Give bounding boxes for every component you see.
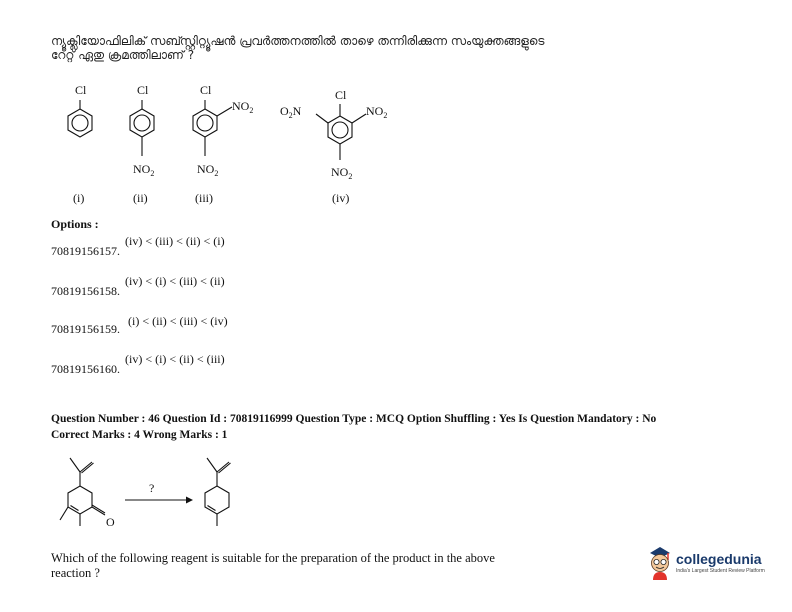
option-text: (iv) < (i) < (iii) < (ii) bbox=[125, 274, 225, 288]
compound-label-iv: (iv) bbox=[332, 191, 350, 205]
cl-label-iv: Cl bbox=[335, 88, 347, 102]
no2-label-iv-right: $NO_2$ bbox=[366, 104, 388, 120]
cl-label-ii: Cl bbox=[137, 83, 149, 97]
compound-label-ii: (ii) bbox=[133, 191, 148, 205]
compound-label-i: (i) bbox=[73, 191, 85, 205]
no2-label-iv-para: $NO_2$ bbox=[331, 165, 353, 181]
brand-tagline: India's Largest Student Review Platform bbox=[676, 568, 765, 574]
reaction-scheme bbox=[50, 446, 270, 546]
structure-ii bbox=[130, 100, 154, 156]
structure-i bbox=[68, 100, 92, 137]
no2-label-iii-ortho: $NO_2$ bbox=[232, 99, 254, 115]
option-id: 70819156157. bbox=[51, 244, 120, 258]
reagent-placeholder: ? bbox=[149, 481, 155, 495]
option-text: (i) < (ii) < (iii) < (iv) bbox=[128, 314, 228, 328]
cl-label-i: Cl bbox=[75, 83, 87, 97]
question-text-ml-line1: ന്യൂക്ലിയോഫിലിക് സബ്സ്റ്റിറ്റ്യൂഷൻ പ്രവർത്തനത്തിൽ താഴെ തന്നിരിക്കുന്ന സംയുക്തങ്ങളുടെ bbox=[51, 34, 545, 48]
question-meta-line2: Correct Marks : 4 Wrong Marks : 1 bbox=[51, 429, 228, 441]
question-text-line2: reaction ? bbox=[51, 566, 100, 580]
option-text: (iv) < (i) < (ii) < (iii) bbox=[125, 352, 225, 366]
brand-name: collegedunia bbox=[676, 551, 762, 567]
option-id: 70819156159. bbox=[51, 322, 120, 336]
option-id: 70819156160. bbox=[51, 362, 120, 376]
compound-label-iii: (iii) bbox=[195, 191, 213, 205]
question-meta-line1: Question Number : 46 Question Id : 70819116999 Question Type : MCQ Option Shuffling : Yes Is Question Mandatory : No bbox=[51, 413, 657, 425]
no2-label-iii-para: $NO_2$ bbox=[197, 162, 219, 178]
option-text: (iv) < (iii) < (ii) < (i) bbox=[125, 234, 225, 248]
compound-structures bbox=[40, 78, 440, 213]
structure-iii bbox=[193, 100, 232, 156]
structure-iv bbox=[316, 104, 366, 160]
question-text-ml-line2: റേറ്റ് ഏതു ക്രമത്തിലാണ് ? bbox=[51, 48, 195, 62]
o2n-label-iv-left: $O_2N$ bbox=[280, 104, 302, 120]
options-heading: Options : bbox=[51, 217, 99, 231]
question-text-line1: Which of the following reagent is suitable for the preparation of the product in the above bbox=[51, 551, 495, 565]
reactant-structure bbox=[60, 458, 105, 526]
cl-label-iii: Cl bbox=[200, 83, 212, 97]
mascot-icon bbox=[646, 544, 674, 580]
collegedunia-logo bbox=[646, 544, 766, 584]
product-structure bbox=[205, 458, 231, 526]
no2-label-ii: $NO_2$ bbox=[133, 162, 155, 178]
option-id: 70819156158. bbox=[51, 284, 120, 298]
carbonyl-o-label: O bbox=[106, 515, 115, 529]
